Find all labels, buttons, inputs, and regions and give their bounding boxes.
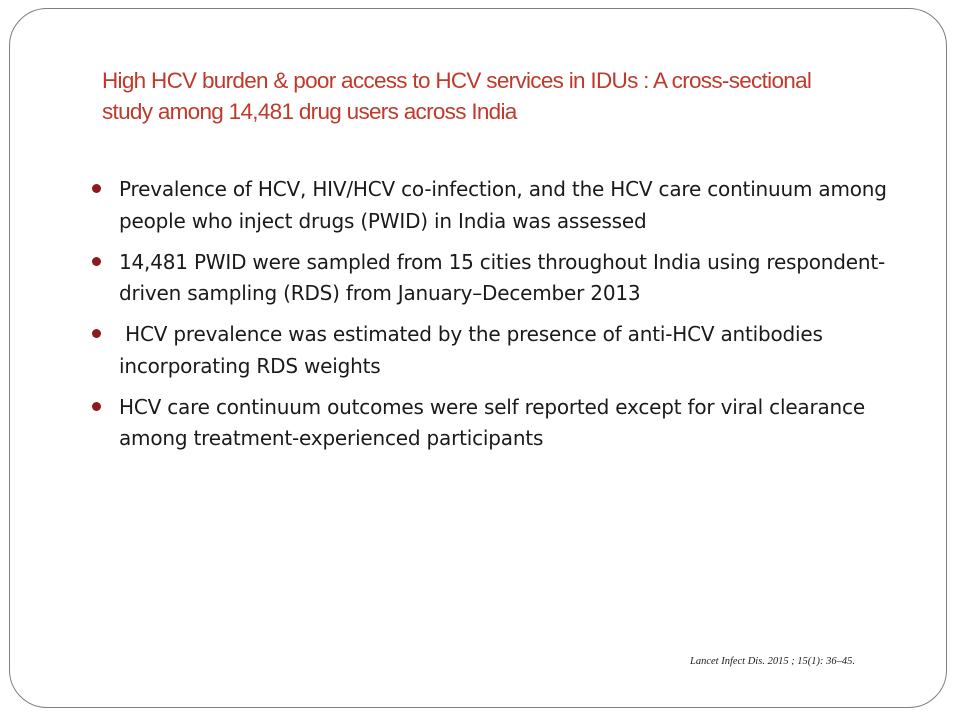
bullet-dot-icon [92,184,101,193]
bullet-text: HCV prevalence was estimated by the presence of anti-HCV antibodies incorporating RDS weights [119,322,829,378]
bullet-dot-icon [92,257,101,266]
bullet-dot-icon [92,329,101,338]
citation: Lancet Infect Dis. 2015 ; 15(1): 36–45. [690,656,856,667]
bullet-item [92,319,892,382]
bullet-text: Prevalence of HCV, HIV/HCV co-infection, and the HCV care continuum among people who inject drugs (PWID) in India was assessed [119,177,887,233]
bullet-dot-icon [92,402,101,411]
bullet-item [92,392,892,455]
bullet-text: 14,481 PWID were sampled from 15 cities throughout India using respondent-driven sampling (RDS) from January–December 2013 [119,249,886,305]
slide-title: High HCV burden & poor access to HCV services in IDUs : A cross-sectional study among 14,481 drug users across India [102,68,812,124]
bullet-list [92,174,892,464]
bullet-item [92,247,892,310]
bullet-text: HCV care continuum outcomes were self reported except for viral clearance among treatment-experienced participants [119,394,865,450]
bullet-item [92,174,892,237]
